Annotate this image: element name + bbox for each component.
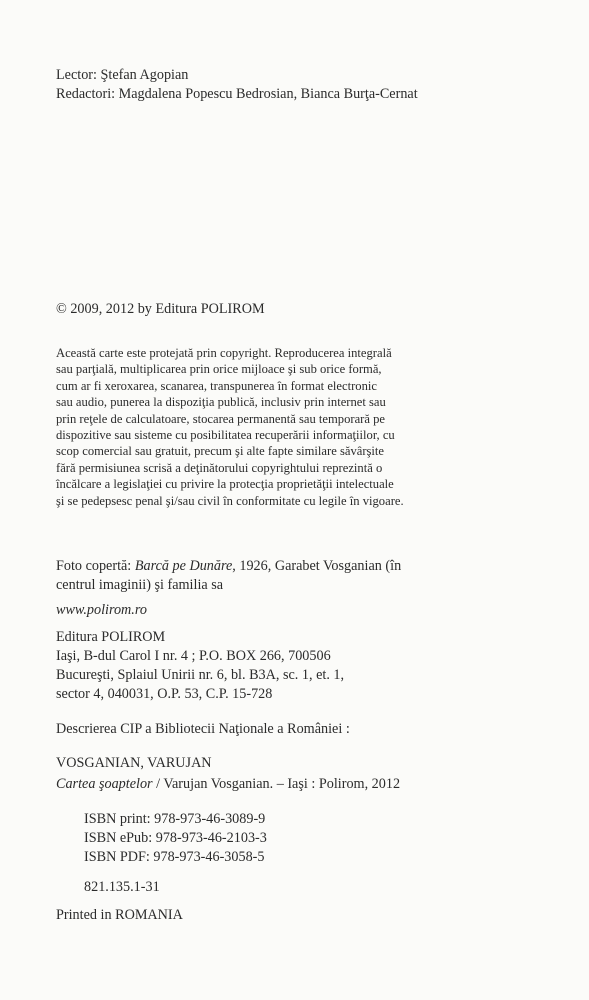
isbn-print: ISBN print: 978-973-46-3089-9 bbox=[84, 811, 266, 827]
legal-line: încălcare a legislaţiei cu privire la protecţia proprietăţii intelectuale bbox=[56, 477, 394, 492]
cip-book-entry bbox=[56, 775, 400, 794]
book-details: / Varujan Vosganian. – Iaşi : Polirom, 2012 bbox=[152, 776, 401, 792]
isbn-epub: ISBN ePub: 978-973-46-2103-3 bbox=[84, 830, 267, 846]
lector-line: Lector: Ştefan Agopian bbox=[56, 67, 189, 83]
photo-prefix: Foto copertă: bbox=[56, 558, 135, 574]
photo-title: Barcă pe Dunăre bbox=[134, 558, 233, 574]
credits-block bbox=[56, 66, 418, 104]
publisher-name: Editura POLIROM bbox=[56, 629, 166, 645]
legal-line: şi se pedepsesc penal şi/sau civil în conformitate cu legile în vigoare. bbox=[56, 493, 404, 508]
cip-author: VOSGANIAN, VARUJAN bbox=[56, 755, 212, 771]
isbn-pdf: ISBN PDF: 978-973-46-3058-5 bbox=[84, 849, 265, 865]
copyright-notice: © 2009, 2012 by Editura POLIROM bbox=[56, 301, 265, 317]
legal-line: prin reţele de calculatoare, stocarea permanentă sau temporară pe bbox=[56, 411, 385, 426]
book-title: Cartea şoaptelor bbox=[56, 776, 153, 792]
legal-line: sau audio, punerea la dispoziţia publică, inclusiv prin internet sau bbox=[56, 395, 386, 410]
redactori-line: Redactori: Magdalena Popescu Bedrosian, Bianca Burţa-Cernat bbox=[56, 86, 418, 102]
address-line: sector 4, 040031, O.P. 53, C.P. 15-728 bbox=[56, 686, 273, 702]
address-line: Bucureşti, Splaiul Unirii nr. 6, bl. B3A, sc. 1, et. 1, bbox=[56, 667, 345, 683]
isbn-block bbox=[84, 810, 267, 867]
legal-notice bbox=[56, 345, 532, 509]
legal-line: cum ar fi xeroxarea, scanarea, transpunerea în format electronic bbox=[56, 378, 377, 393]
legal-line: sau parţială, multiplicarea prin orice mijloace şi sub orice formă, bbox=[56, 362, 382, 377]
address-line: Iaşi, B-dul Carol I nr. 4 ; P.O. BOX 266, 700506 bbox=[56, 648, 331, 664]
photo-line-2: centrul imaginii) şi familia sa bbox=[56, 577, 224, 593]
legal-line: dispozitive sau sisteme cu posibilitatea recuperării informaţiilor, cu bbox=[56, 428, 395, 443]
legal-line: fără permisiunea scrisă a deţinătorului copyrightului reprezintă o bbox=[56, 460, 383, 475]
legal-line: Această carte este protejată prin copyright. Reproducerea integrală bbox=[56, 346, 392, 360]
cip-heading: Descrierea CIP a Bibliotecii Naţionale a României : bbox=[56, 721, 350, 737]
website-link[interactable]: www.polirom.ro bbox=[56, 602, 147, 618]
udc-code: 821.135.1-31 bbox=[84, 879, 160, 895]
cover-photo-credit bbox=[56, 557, 401, 595]
photo-rest: , 1926, Garabet Vosganian (în bbox=[232, 558, 402, 574]
printed-in: Printed in ROMANIA bbox=[56, 907, 183, 923]
legal-line: scop comercial sau gratuit, precum şi alte fapte similare săvârşite bbox=[56, 444, 385, 459]
publisher-address bbox=[56, 628, 344, 704]
